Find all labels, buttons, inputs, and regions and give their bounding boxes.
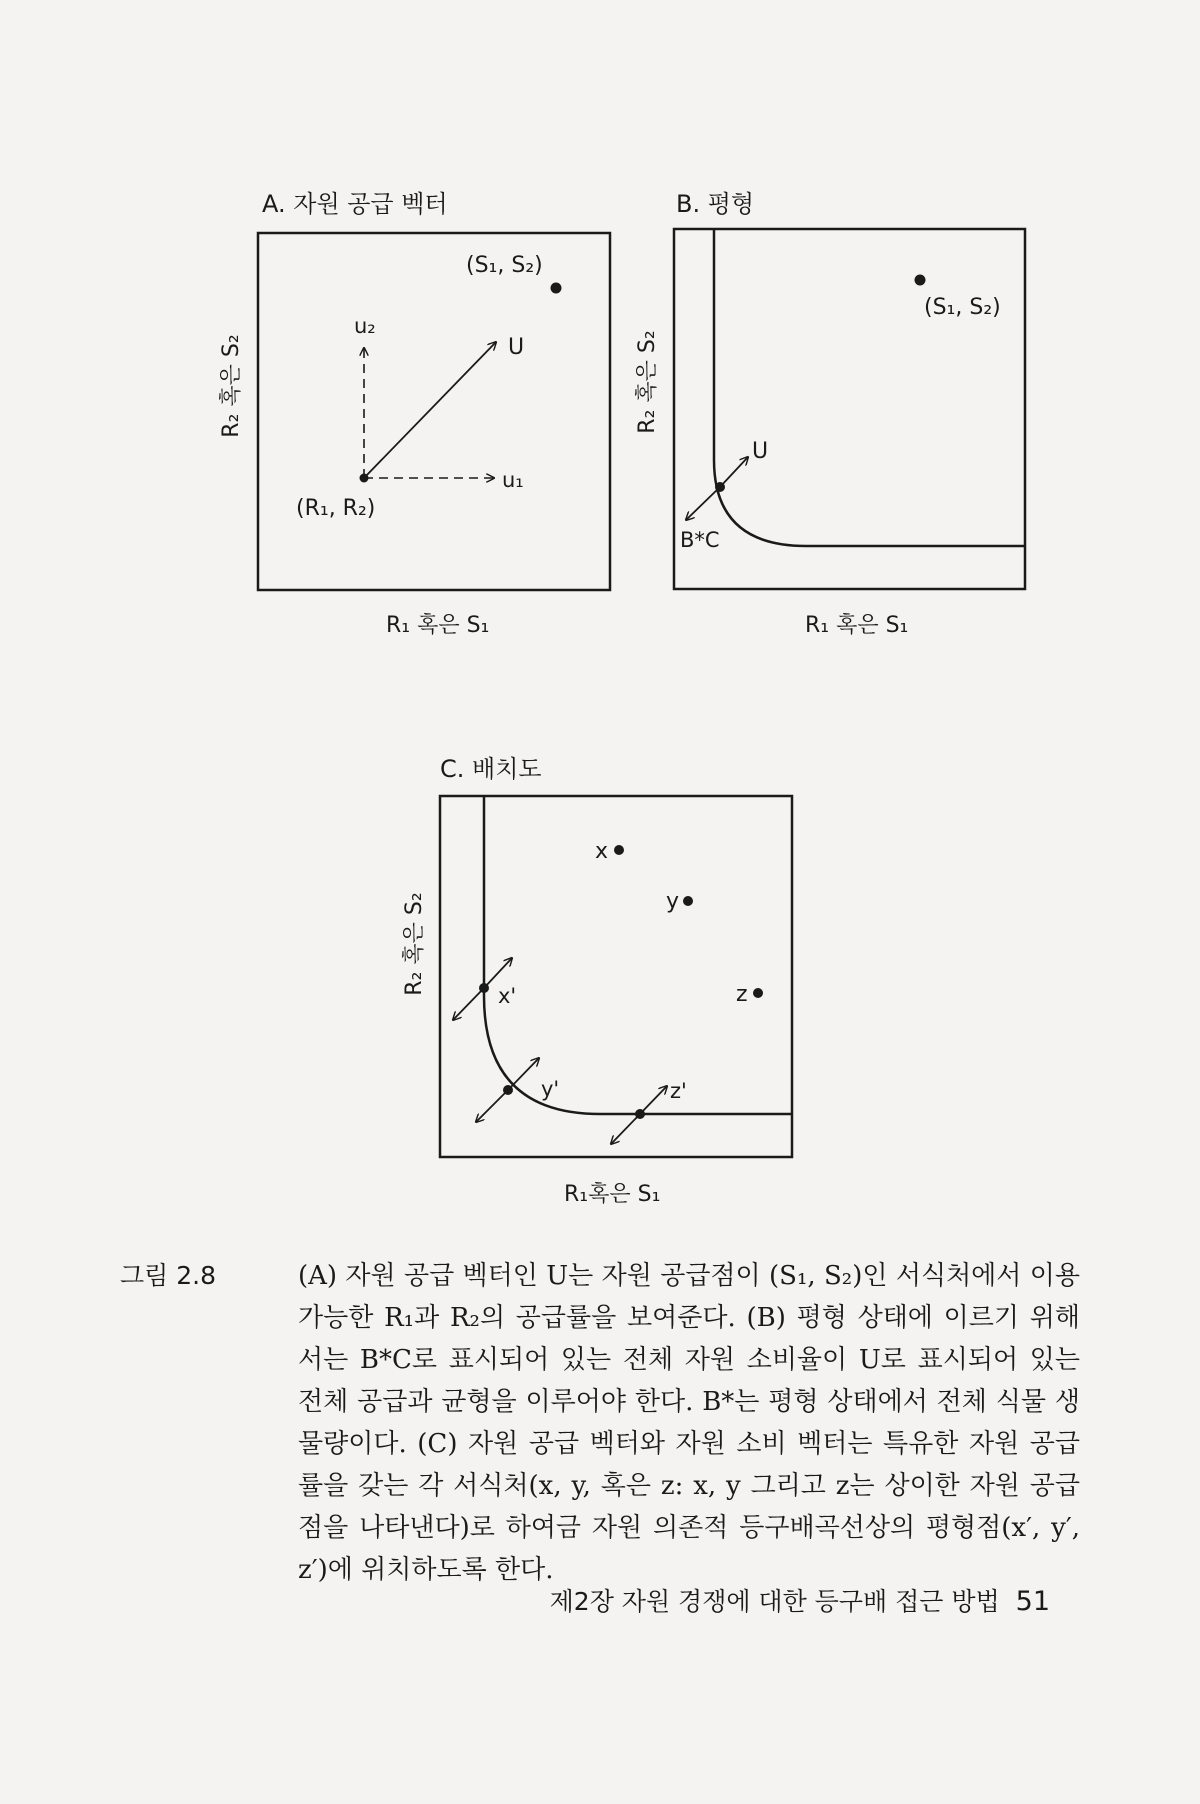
panel-b-title: B. 평형 <box>676 190 755 218</box>
page-number: 51 <box>1015 1586 1050 1617</box>
panel-a-supply-point <box>551 283 562 294</box>
panel-a-u-label: U <box>508 335 525 360</box>
panel-c-title: C. 배치도 <box>440 755 542 783</box>
panel-a-point-label: (S₁, S₂) <box>466 253 543 278</box>
panel-b-u-label: U <box>752 439 769 464</box>
panel-a <box>219 190 610 638</box>
panel-c-x-eq-label: x' <box>498 984 517 1008</box>
panel-a-u-arrow <box>364 342 496 478</box>
panel-c-z-label: z <box>736 982 748 1007</box>
panel-a-y-axis-label: R₂ 혹은 S₂ <box>219 334 244 438</box>
panel-a-u1-label: u₁ <box>502 468 524 492</box>
panel-a-title: A. 자원 공급 벡터 <box>262 190 448 218</box>
panel-c-y-eq-label: y' <box>541 1077 560 1101</box>
figure-caption <box>120 1255 1080 1591</box>
panel-c-z-eq-supply-arrow <box>640 1086 667 1114</box>
panel-c-z-eq-consumption-arrow <box>611 1114 640 1144</box>
caption-label: 그림 2.8 <box>120 1261 217 1290</box>
panel-b-u-arrow <box>720 457 748 487</box>
panel-b-zngi-curve <box>714 229 1025 546</box>
panel-a-u2-label: u₂ <box>354 314 376 338</box>
panel-c-y-label: y <box>666 889 680 914</box>
caption-text: (A) 자원 공급 벡터인 U는 자원 공급점이 (S₁, S₂)인 서식처에서 이용 가능한 R₁과 R₂의 공급률을 보여준다. (B) 평형 상태에 이르기 위해서는 B*C로 표시되어 있는 전체 자원 소비율이 U로 표시되어 있는 전체 공급과 균형을 이루어야 한다. B*는 평형 상태에서 전체 식물 생물량이다. (C) 자원 공급 벡터와 자원 소비 벡터는 특유한 자원 공급률을 갖는 각 서식처(x, y, 혹은 z: x, y 그리고 z는 상이한 자원 공급점을 나타낸다)로 하여금 자원 의존적 등구배곡선상의 평형점(x′, y′, z′)에 위치하도록 한다. <box>298 1261 1080 1585</box>
panel-b-supply-point <box>915 275 926 286</box>
panel-b-y-axis-label: R₂ 혹은 S₂ <box>635 330 660 434</box>
panel-b-bc-label: B*C <box>680 528 720 552</box>
panel-c-x-eq-consumption-arrow <box>453 988 484 1020</box>
panel-a-origin-label: (R₁, R₂) <box>296 496 376 521</box>
panel-a-x-axis-label: R₁ 혹은 S₁ <box>386 613 490 638</box>
panel-c-y-axis-label: R₂ 혹은 S₂ <box>402 892 427 996</box>
panel-c-y-point <box>683 896 693 906</box>
footer-chapter: 제2장 자원 경쟁에 대한 등구배 접근 방법 <box>549 1587 1000 1616</box>
panel-b-frame <box>674 229 1025 589</box>
panel-c-y-eq-consumption-arrow <box>476 1090 508 1122</box>
panel-a-origin-point <box>360 474 369 483</box>
panel-c-y-eq-supply-arrow <box>508 1058 539 1090</box>
panel-b-point-label: (S₁, S₂) <box>924 295 1001 320</box>
panel-b <box>635 190 1025 638</box>
panel-c-x-point <box>614 845 624 855</box>
running-footer <box>530 1582 1050 1618</box>
panel-b-bc-arrow <box>686 487 720 520</box>
panel-c-z-eq-label: z' <box>670 1079 687 1103</box>
panel-c <box>402 755 792 1207</box>
panel-c-z-point <box>753 988 763 998</box>
panel-c-x-axis-label: R₁혹은 S₁ <box>564 1182 661 1207</box>
panel-c-x-label: x <box>595 839 609 864</box>
panel-b-x-axis-label: R₁ 혹은 S₁ <box>805 613 909 638</box>
